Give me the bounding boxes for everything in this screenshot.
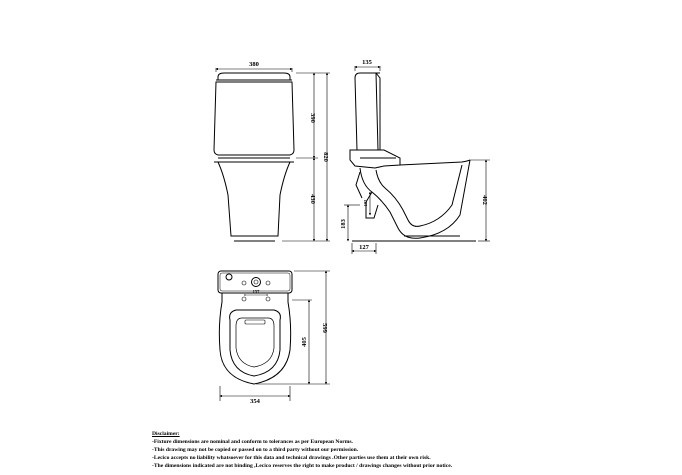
top-view: [218, 271, 330, 401]
disclaimer-title: Disclaimer:: [152, 431, 180, 437]
front-view: [214, 68, 330, 241]
side-tank-depth-label: 135: [362, 59, 372, 66]
front-tank-lid: [218, 73, 290, 80]
front-total-height-label: 820: [322, 152, 329, 162]
disclaimer-line: -This drawing may not be copied or passed on to a third party without our permission.: [152, 447, 359, 453]
side-outlet-depth-label: 127: [359, 244, 369, 251]
front-bowl-height-label: 430: [309, 194, 316, 204]
top-length-label: 599: [321, 323, 328, 333]
side-outlet-offset-label: 102: [363, 199, 368, 207]
front-tank: [214, 82, 294, 155]
disclaimer-block: [152, 430, 682, 470]
disclaimer-line: -Fixture dimensions are nominal and conform to tolerances as per European Norms.: [152, 439, 353, 445]
disclaimer-line: -Lecico accepts no liability whatsoever for this data and technical drawings .Other parties use them at their own risk.: [152, 455, 431, 461]
side-tank: [355, 73, 378, 150]
front-pedestal: [218, 162, 290, 236]
top-bolt-spacing-label: 157: [252, 289, 260, 294]
top-bowl-length-label: 405: [301, 337, 308, 347]
flush-button-icon: [226, 274, 232, 280]
front-width-label: 380: [249, 61, 259, 68]
top-width-label: 354: [250, 398, 260, 405]
side-view: [344, 66, 490, 254]
side-overall-height-label: 402: [481, 195, 488, 205]
front-tank-height-label: 390: [309, 113, 316, 123]
side-outlet-height-label: 183: [340, 219, 347, 229]
disclaimer-line: -The dimensions indicated are not binding ,Lecico reserves the right to make product / drawings changes without prior notice.: [152, 463, 453, 469]
